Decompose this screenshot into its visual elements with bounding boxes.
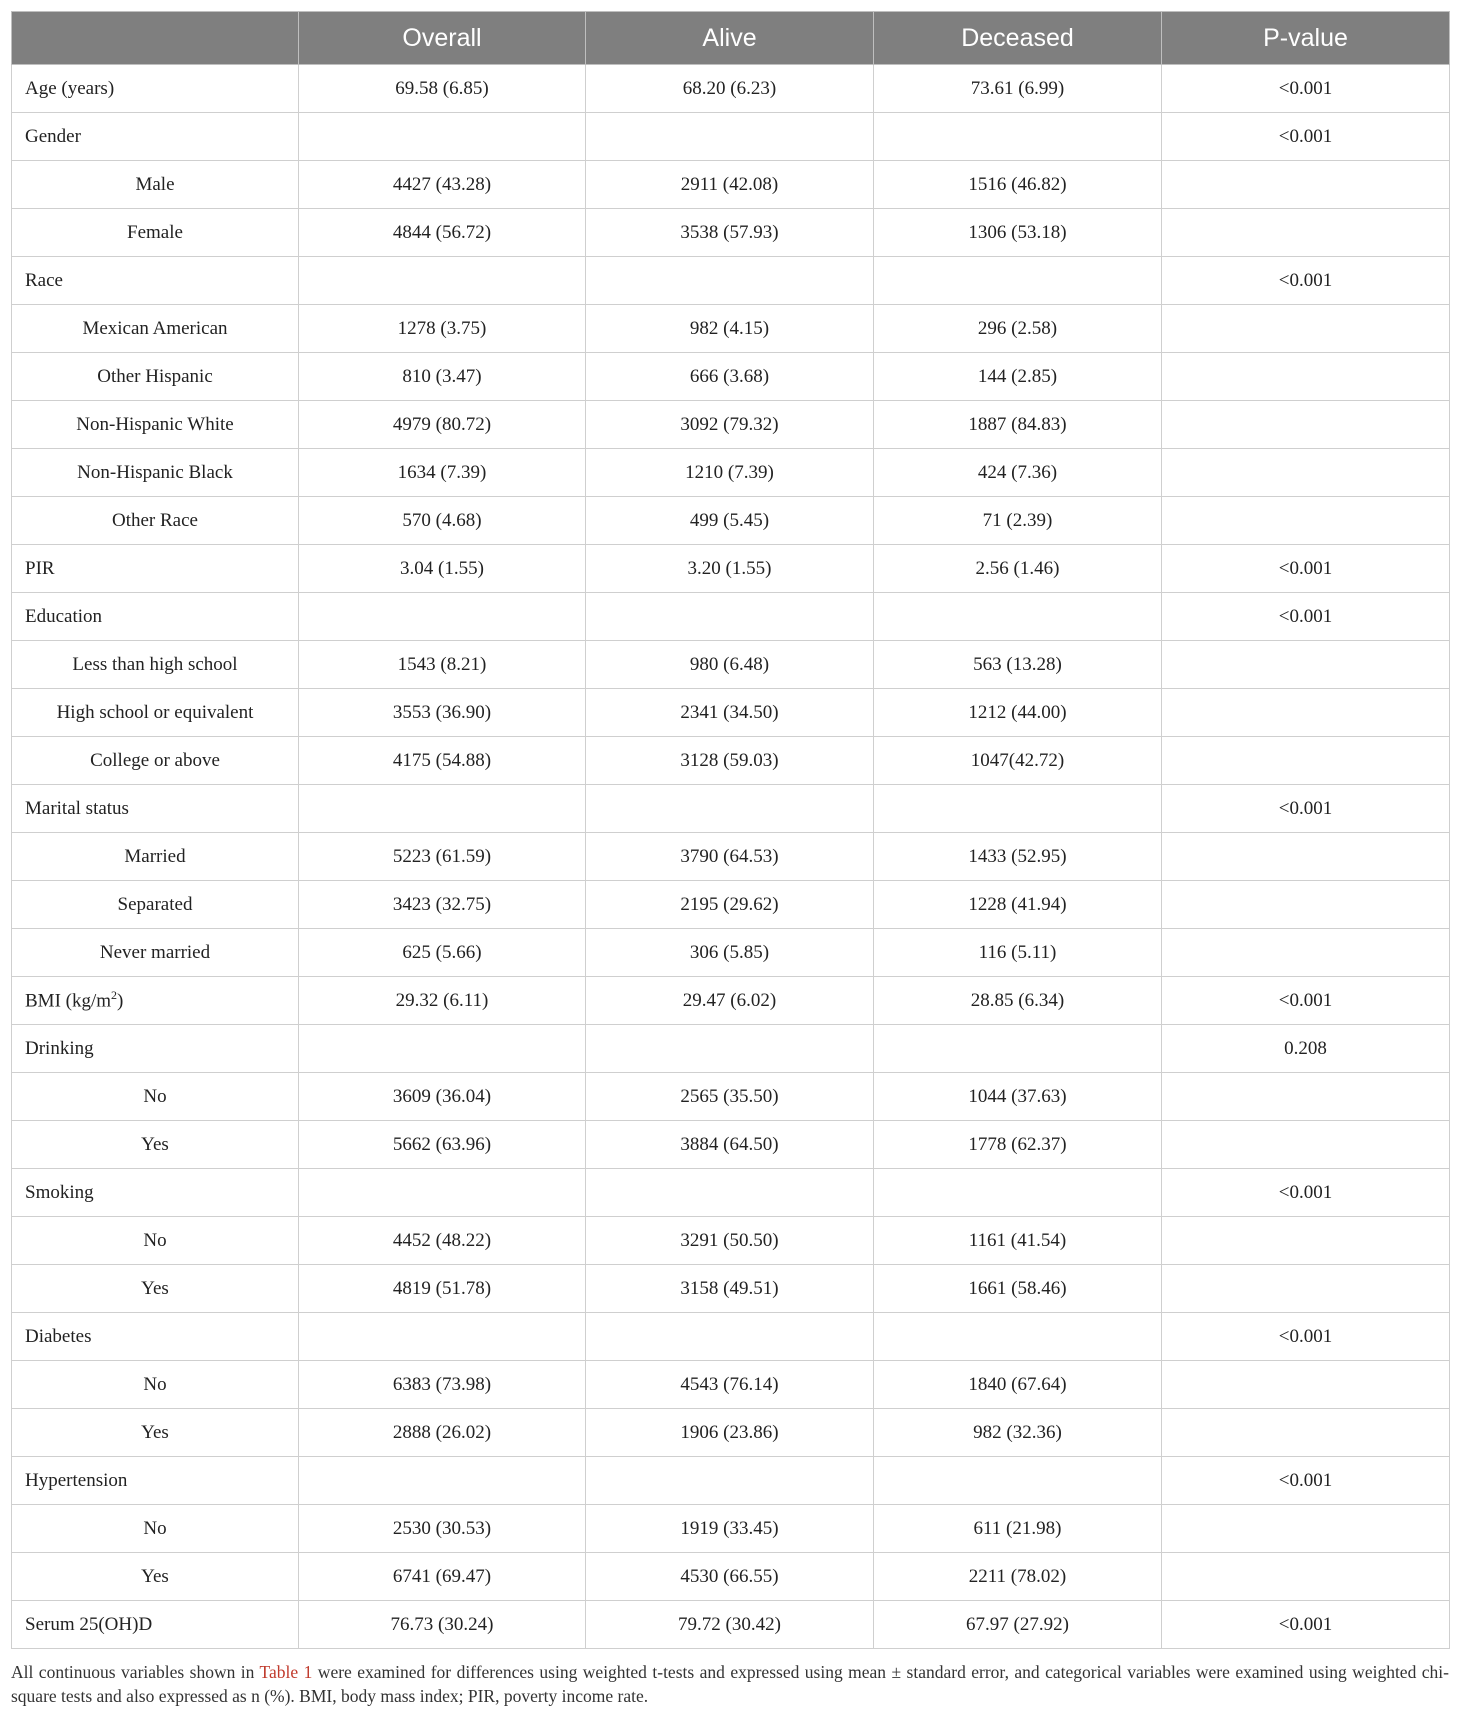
alive-value: 1210 (7.39) <box>586 449 874 497</box>
alive-value: 2911 (42.08) <box>586 161 874 209</box>
row-label-text: Yes <box>141 1565 169 1587</box>
category-label <box>12 305 299 353</box>
alive-value: 3.20 (1.55) <box>586 545 874 593</box>
category-label <box>12 1121 299 1169</box>
alive-value: 3158 (49.51) <box>586 1265 874 1313</box>
row-label-text: High school or equivalent <box>56 701 254 723</box>
p-value <box>1162 1409 1450 1457</box>
deceased-value: 67.97 (27.92) <box>874 1601 1162 1649</box>
variable-label <box>12 1457 299 1505</box>
overall-value: 2888 (26.02) <box>299 1409 586 1457</box>
p-value <box>1162 209 1450 257</box>
category-label <box>12 161 299 209</box>
alive-value: 1919 (33.45) <box>586 1505 874 1553</box>
p-value: <0.001 <box>1162 1313 1450 1361</box>
overall-value: 3553 (36.90) <box>299 689 586 737</box>
row-label-text: No <box>143 1085 167 1107</box>
table-row <box>12 929 1450 977</box>
header-alive: Alive <box>586 12 874 65</box>
alive-value: 2565 (35.50) <box>586 1073 874 1121</box>
table-row <box>12 977 1450 1025</box>
table-body <box>12 65 1450 1649</box>
row-label-text: Yes <box>141 1277 169 1299</box>
row-label-text: Male <box>135 173 175 195</box>
alive-value: 3884 (64.50) <box>586 1121 874 1169</box>
category-label <box>12 1073 299 1121</box>
row-label-text: Gender <box>25 125 81 147</box>
row-label-text: Diabetes <box>25 1325 92 1347</box>
table-row <box>12 737 1450 785</box>
alive-value: 4543 (76.14) <box>586 1361 874 1409</box>
alive-value: 3128 (59.03) <box>586 737 874 785</box>
row-label-text: No <box>143 1229 167 1251</box>
deceased-value: 296 (2.58) <box>874 305 1162 353</box>
table-row <box>12 257 1450 305</box>
deceased-value <box>874 113 1162 161</box>
row-label-text: Never married <box>99 941 211 963</box>
variable-label <box>12 977 299 1025</box>
deceased-value: 1840 (67.64) <box>874 1361 1162 1409</box>
overall-value <box>299 1457 586 1505</box>
table-row <box>12 353 1450 401</box>
deceased-value: 1044 (37.63) <box>874 1073 1162 1121</box>
p-value: <0.001 <box>1162 65 1450 113</box>
row-label-text: Mexican American <box>82 317 228 339</box>
overall-value <box>299 593 586 641</box>
alive-value: 29.47 (6.02) <box>586 977 874 1025</box>
alive-value: 499 (5.45) <box>586 497 874 545</box>
alive-value <box>586 1313 874 1361</box>
deceased-value <box>874 1169 1162 1217</box>
variable-label <box>12 65 299 113</box>
overall-value: 4427 (43.28) <box>299 161 586 209</box>
variable-label <box>12 1025 299 1073</box>
deceased-value: 2.56 (1.46) <box>874 545 1162 593</box>
category-label <box>12 1409 299 1457</box>
p-value: <0.001 <box>1162 113 1450 161</box>
header-overall: Overall <box>299 12 586 65</box>
deceased-value: 1228 (41.94) <box>874 881 1162 929</box>
variable-label <box>12 1601 299 1649</box>
table-row <box>12 449 1450 497</box>
table-row <box>12 1553 1450 1601</box>
p-value <box>1162 641 1450 689</box>
alive-value: 79.72 (30.42) <box>586 1601 874 1649</box>
footnote-text-after: were examined for differences using weighted t-tests and expressed using mean ± standard error, and categorical variables were examined using weighted chi-square tests and also expressed as n (%). BMI, body mass index; PIR, poverty income rate. <box>11 1662 1449 1706</box>
p-value: <0.001 <box>1162 1457 1450 1505</box>
table-row <box>12 593 1450 641</box>
row-label-text: Race <box>25 269 63 291</box>
overall-value: 6383 (73.98) <box>299 1361 586 1409</box>
baseline-characteristics-table <box>11 11 1450 1649</box>
p-value <box>1162 1217 1450 1265</box>
deceased-value: 1047(42.72) <box>874 737 1162 785</box>
overall-value <box>299 257 586 305</box>
category-label <box>12 1217 299 1265</box>
overall-value <box>299 113 586 161</box>
table-row <box>12 641 1450 689</box>
overall-value: 2530 (30.53) <box>299 1505 586 1553</box>
table-row <box>12 1265 1450 1313</box>
alive-value: 980 (6.48) <box>586 641 874 689</box>
overall-value: 625 (5.66) <box>299 929 586 977</box>
overall-value: 570 (4.68) <box>299 497 586 545</box>
overall-value: 3609 (36.04) <box>299 1073 586 1121</box>
table-row <box>12 1025 1450 1073</box>
row-label-text: Education <box>25 605 103 627</box>
row-label-text: College or above <box>90 749 220 771</box>
p-value <box>1162 305 1450 353</box>
alive-value: 306 (5.85) <box>586 929 874 977</box>
row-label-text: Yes <box>141 1421 169 1443</box>
deceased-value <box>874 1025 1162 1073</box>
table-row <box>12 161 1450 209</box>
overall-value: 3423 (32.75) <box>299 881 586 929</box>
alive-value: 982 (4.15) <box>586 305 874 353</box>
p-value <box>1162 881 1450 929</box>
p-value: <0.001 <box>1162 1169 1450 1217</box>
table-row <box>12 305 1450 353</box>
p-value <box>1162 1073 1450 1121</box>
row-label-superscript: 2 <box>111 988 118 1003</box>
category-label <box>12 641 299 689</box>
header-p-value: P-value <box>1162 12 1450 65</box>
alive-value: 4530 (66.55) <box>586 1553 874 1601</box>
deceased-value: 424 (7.36) <box>874 449 1162 497</box>
deceased-value: 1433 (52.95) <box>874 833 1162 881</box>
row-label-text: No <box>143 1517 167 1539</box>
p-value <box>1162 1553 1450 1601</box>
row-label-text: Hypertension <box>25 1469 128 1491</box>
p-value: <0.001 <box>1162 1601 1450 1649</box>
overall-value: 4979 (80.72) <box>299 401 586 449</box>
category-label <box>12 1361 299 1409</box>
p-value <box>1162 929 1450 977</box>
table-footnote <box>11 1660 1449 1708</box>
row-label-text: PIR <box>25 557 55 579</box>
table-row <box>12 1121 1450 1169</box>
p-value: <0.001 <box>1162 785 1450 833</box>
deceased-value: 1887 (84.83) <box>874 401 1162 449</box>
p-value <box>1162 161 1450 209</box>
table-row <box>12 1073 1450 1121</box>
table-row <box>12 65 1450 113</box>
row-label-text: Non-Hispanic Black <box>77 461 233 483</box>
overall-value: 4175 (54.88) <box>299 737 586 785</box>
p-value <box>1162 1505 1450 1553</box>
deceased-value <box>874 593 1162 641</box>
overall-value: 5223 (61.59) <box>299 833 586 881</box>
row-label-text: Separated <box>117 893 193 915</box>
table-row <box>12 1361 1450 1409</box>
deceased-value: 1161 (41.54) <box>874 1217 1162 1265</box>
header-variable <box>12 12 299 65</box>
row-label-text: Other Race <box>112 509 198 531</box>
row-label-suffix: ) <box>117 990 124 1012</box>
deceased-value: 563 (13.28) <box>874 641 1162 689</box>
p-value <box>1162 1361 1450 1409</box>
row-label-text: Marital status <box>25 797 129 819</box>
deceased-value: 1212 (44.00) <box>874 689 1162 737</box>
p-value <box>1162 449 1450 497</box>
category-label <box>12 1505 299 1553</box>
alive-value: 68.20 (6.23) <box>586 65 874 113</box>
variable-label <box>12 1169 299 1217</box>
overall-value <box>299 1025 586 1073</box>
p-value: <0.001 <box>1162 545 1450 593</box>
overall-value <box>299 785 586 833</box>
table-header-row <box>12 12 1450 65</box>
alive-value: 666 (3.68) <box>586 353 874 401</box>
alive-value: 2195 (29.62) <box>586 881 874 929</box>
overall-value: 1543 (8.21) <box>299 641 586 689</box>
deceased-value: 982 (32.36) <box>874 1409 1162 1457</box>
deceased-value: 116 (5.11) <box>874 929 1162 977</box>
alive-value <box>586 113 874 161</box>
overall-value <box>299 1313 586 1361</box>
category-label <box>12 401 299 449</box>
overall-value: 4452 (48.22) <box>299 1217 586 1265</box>
alive-value <box>586 1025 874 1073</box>
table-row <box>12 401 1450 449</box>
row-label-text: Less than high school <box>72 653 238 675</box>
table-row <box>12 1505 1450 1553</box>
alive-value <box>586 785 874 833</box>
alive-value: 1906 (23.86) <box>586 1409 874 1457</box>
table-row <box>12 689 1450 737</box>
p-value <box>1162 401 1450 449</box>
alive-value <box>586 257 874 305</box>
table-row <box>12 785 1450 833</box>
variable-label <box>12 113 299 161</box>
deceased-value: 611 (21.98) <box>874 1505 1162 1553</box>
variable-label <box>12 257 299 305</box>
category-label <box>12 449 299 497</box>
row-label-text: Serum 25(OH)D <box>25 1613 153 1635</box>
p-value <box>1162 1121 1450 1169</box>
row-label-text: Age (years) <box>25 77 115 99</box>
row-label-text: Yes <box>141 1133 169 1155</box>
p-value: <0.001 <box>1162 593 1450 641</box>
category-label <box>12 689 299 737</box>
alive-value <box>586 1457 874 1505</box>
deceased-value: 1661 (58.46) <box>874 1265 1162 1313</box>
alive-value: 2341 (34.50) <box>586 689 874 737</box>
deceased-value: 1778 (62.37) <box>874 1121 1162 1169</box>
deceased-value: 2211 (78.02) <box>874 1553 1162 1601</box>
deceased-value <box>874 1313 1162 1361</box>
overall-value: 3.04 (1.55) <box>299 545 586 593</box>
table-row <box>12 545 1450 593</box>
variable-label <box>12 785 299 833</box>
overall-value: 69.58 (6.85) <box>299 65 586 113</box>
table-1-link[interactable]: Table 1 <box>259 1662 313 1682</box>
table-row <box>12 1217 1450 1265</box>
p-value <box>1162 737 1450 785</box>
overall-value: 6741 (69.47) <box>299 1553 586 1601</box>
deceased-value: 144 (2.85) <box>874 353 1162 401</box>
table-row <box>12 209 1450 257</box>
deceased-value: 71 (2.39) <box>874 497 1162 545</box>
row-label-text: Smoking <box>25 1181 94 1203</box>
alive-value <box>586 593 874 641</box>
row-label-text: No <box>143 1373 167 1395</box>
table-row <box>12 1313 1450 1361</box>
overall-value <box>299 1169 586 1217</box>
p-value <box>1162 1265 1450 1313</box>
table-row <box>12 1409 1450 1457</box>
table-row <box>12 1601 1450 1649</box>
row-label-text: Non-Hispanic White <box>76 413 234 435</box>
category-label <box>12 209 299 257</box>
p-value <box>1162 497 1450 545</box>
category-label <box>12 929 299 977</box>
table-row <box>12 833 1450 881</box>
overall-value: 1278 (3.75) <box>299 305 586 353</box>
table-row <box>12 497 1450 545</box>
row-label-text: Female <box>127 221 183 243</box>
table-row <box>12 881 1450 929</box>
category-label <box>12 833 299 881</box>
row-label-text: Other Hispanic <box>97 365 213 387</box>
alive-value: 3538 (57.93) <box>586 209 874 257</box>
p-value: <0.001 <box>1162 977 1450 1025</box>
overall-value: 5662 (63.96) <box>299 1121 586 1169</box>
variable-label <box>12 1313 299 1361</box>
category-label <box>12 353 299 401</box>
alive-value: 3790 (64.53) <box>586 833 874 881</box>
category-label <box>12 737 299 785</box>
overall-value: 4819 (51.78) <box>299 1265 586 1313</box>
p-value: <0.001 <box>1162 257 1450 305</box>
category-label <box>12 1553 299 1601</box>
p-value <box>1162 353 1450 401</box>
variable-label <box>12 545 299 593</box>
deceased-value <box>874 1457 1162 1505</box>
alive-value <box>586 1169 874 1217</box>
variable-label <box>12 593 299 641</box>
deceased-value: 1306 (53.18) <box>874 209 1162 257</box>
header-deceased: Deceased <box>874 12 1162 65</box>
p-value: 0.208 <box>1162 1025 1450 1073</box>
table-row <box>12 1169 1450 1217</box>
table-row <box>12 113 1450 161</box>
category-label <box>12 881 299 929</box>
alive-value: 3092 (79.32) <box>586 401 874 449</box>
table-row <box>12 1457 1450 1505</box>
p-value <box>1162 689 1450 737</box>
deceased-value: 73.61 (6.99) <box>874 65 1162 113</box>
overall-value: 29.32 (6.11) <box>299 977 586 1025</box>
deceased-value: 28.85 (6.34) <box>874 977 1162 1025</box>
row-label-text: BMI (kg/m <box>25 990 112 1012</box>
footnote-text-before: All continuous variables shown in <box>11 1662 260 1682</box>
category-label <box>12 497 299 545</box>
overall-value: 4844 (56.72) <box>299 209 586 257</box>
p-value <box>1162 833 1450 881</box>
deceased-value <box>874 785 1162 833</box>
alive-value: 3291 (50.50) <box>586 1217 874 1265</box>
overall-value: 810 (3.47) <box>299 353 586 401</box>
deceased-value <box>874 257 1162 305</box>
row-label-text: Married <box>124 845 186 867</box>
overall-value: 1634 (7.39) <box>299 449 586 497</box>
category-label <box>12 1265 299 1313</box>
row-label-text: Drinking <box>25 1037 94 1059</box>
deceased-value: 1516 (46.82) <box>874 161 1162 209</box>
overall-value: 76.73 (30.24) <box>299 1601 586 1649</box>
